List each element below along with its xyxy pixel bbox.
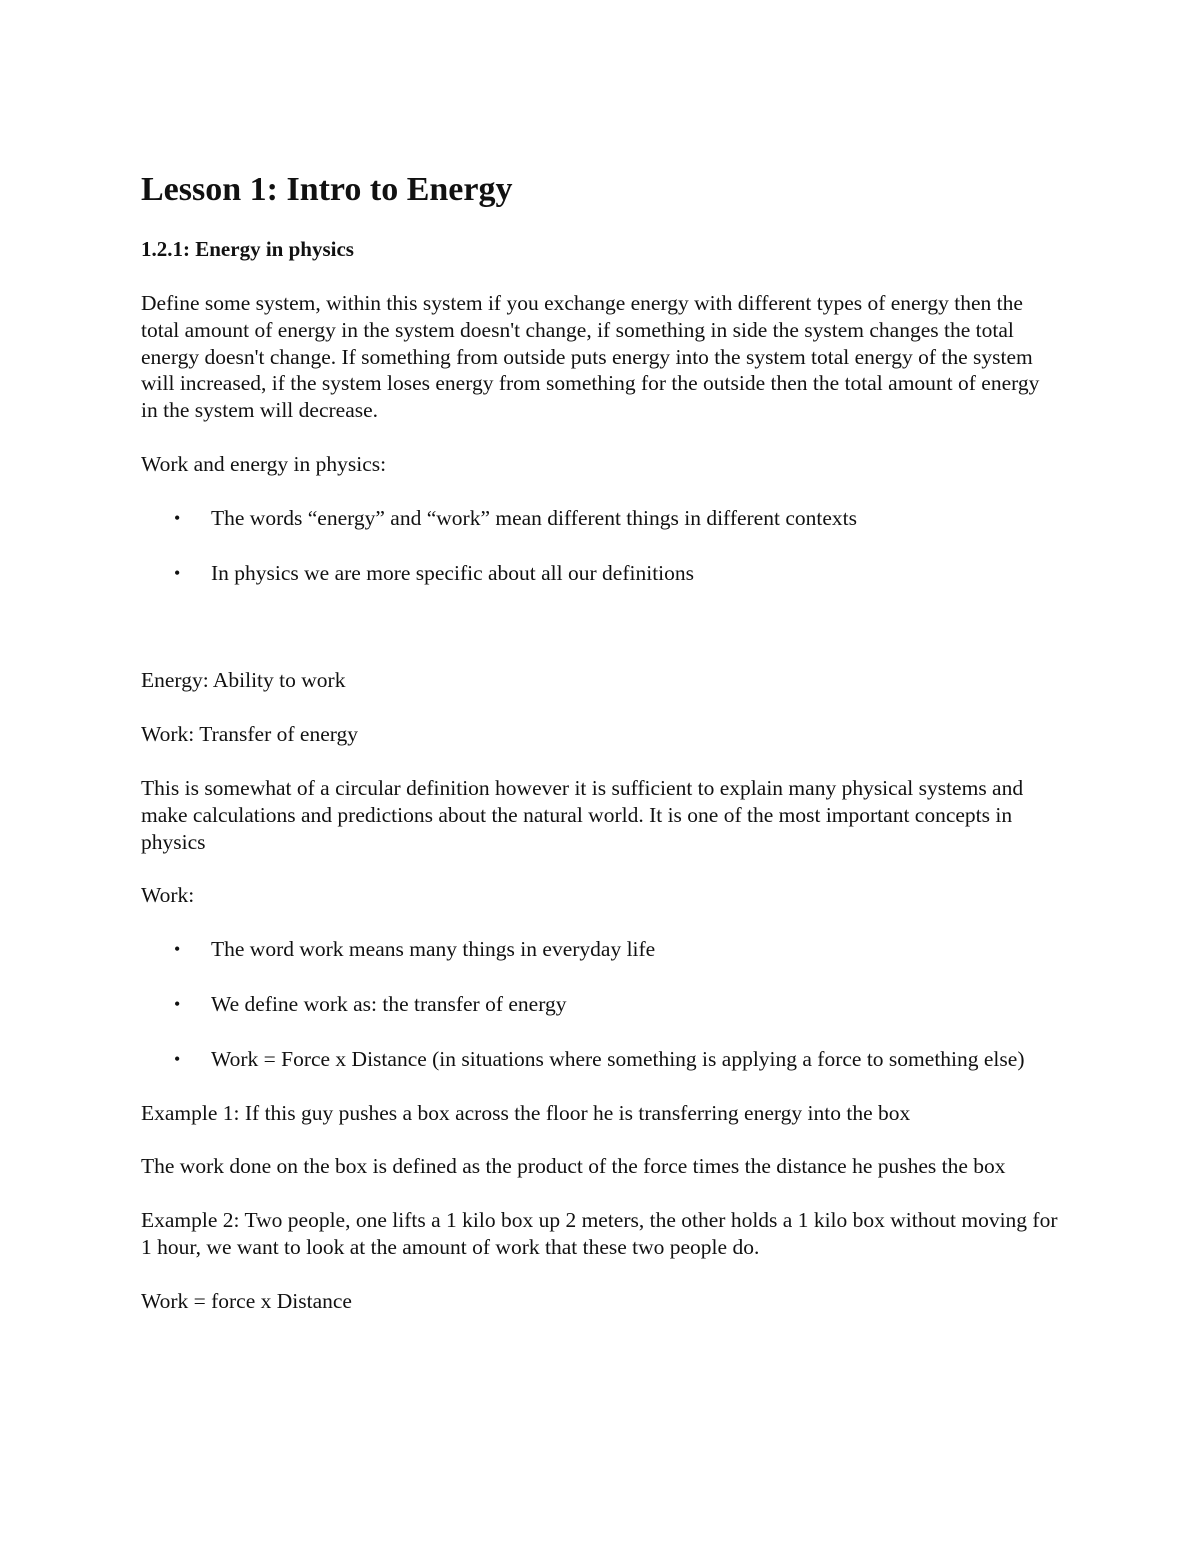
work-definition: Work: Transfer of energy bbox=[141, 722, 359, 747]
energy-definition: Energy: Ability to work bbox=[141, 668, 346, 693]
list-item bbox=[141, 1046, 1061, 1073]
bullet-icon: • bbox=[174, 993, 181, 1014]
circular-paragraph: This is somewhat of a circular definition however it is sufficient to explain many physical systems and make calculations and predictions about the natural world. It is one of the most important concepts in physics bbox=[141, 775, 1024, 854]
bullet-icon: • bbox=[174, 507, 181, 528]
intro-paragraph: Define some system, within this system if you exchange energy with different types of energy then the total amount of energy in the system doesn't change, if something in side the system changes the total energy doesn't change. If something from outside puts energy into the system total energy of the system will increased, if the system loses energy from something for the outside then the total amount of energy in the system will decrease. bbox=[141, 291, 1040, 423]
bullet-icon: • bbox=[174, 939, 181, 960]
example-1: Example 1: If this guy pushes a box across the floor he is transferring energy into the box bbox=[141, 1100, 911, 1125]
list-item-text: The word work means many things in everyday life bbox=[211, 937, 656, 962]
work-energy-list bbox=[141, 505, 1061, 587]
example-2: Example 2: Two people, one lifts a 1 kilo box up 2 meters, the other holds a 1 kilo box without moving for 1 hour, we want to look at the amount of work that these two people do. bbox=[141, 1208, 1058, 1259]
work-formula: Work = force x Distance bbox=[141, 1288, 352, 1313]
work-label: Work: bbox=[141, 883, 195, 908]
list-item-text: Work = Force x Distance (in situations where something is applying a force to something else) bbox=[211, 1046, 1025, 1071]
list-item bbox=[141, 991, 1061, 1018]
blank-line bbox=[141, 613, 1061, 667]
list-item-text: In physics we are more specific about all our definitions bbox=[211, 560, 695, 585]
page-title: Lesson 1: Intro to Energy bbox=[141, 171, 513, 208]
bullet-icon: • bbox=[174, 562, 181, 583]
work-energy-label: Work and energy in physics: bbox=[141, 451, 387, 476]
section-heading: 1.2.1: Energy in physics bbox=[141, 237, 354, 261]
list-item-text: We define work as: the transfer of energy bbox=[211, 991, 567, 1016]
list-item bbox=[141, 560, 1061, 587]
bullet-icon: • bbox=[174, 1048, 181, 1069]
work-list bbox=[141, 936, 1061, 1072]
document-page bbox=[141, 166, 1061, 1342]
list-item bbox=[141, 505, 1061, 532]
example-1-followup: The work done on the box is defined as the product of the force times the distance he pushes the box bbox=[141, 1154, 1006, 1179]
list-item bbox=[141, 936, 1061, 963]
list-item-text: The words “energy” and “work” mean different things in different contexts bbox=[211, 505, 857, 530]
